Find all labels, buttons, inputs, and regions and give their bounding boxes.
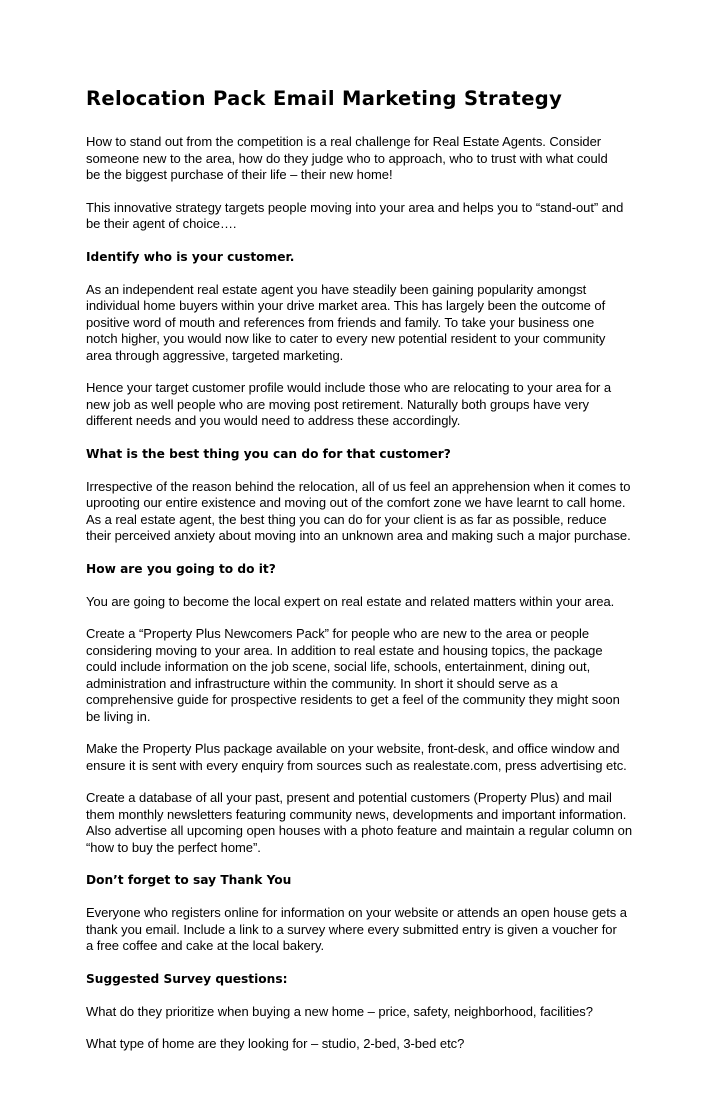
text-line: Everyone who registers online for information on your website or attends an open house gets a <box>86 905 627 920</box>
text-line: administration and infrastructure within the community. In short it should serve as a <box>86 675 558 691</box>
text-line: As an independent real estate agent you have steadily been gaining popularity amongst <box>86 281 587 297</box>
text-line: thank you email. Include a link to a survey where every submitted entry is given a voucher for <box>86 921 617 937</box>
text-line: someone new to the area, how do they judge who to approach, who to trust with what could <box>86 150 608 166</box>
text-line: notch higher, you would now like to cater to every new potential resident to your community <box>86 331 606 346</box>
text-line: Hence your target customer profile would include those who are relocating to your area for a <box>86 380 612 395</box>
text-line: be the biggest purchase of their life – their new home! <box>86 167 393 182</box>
text-line: their perceived anxiety about moving into an unknown area and making such a major purchase. <box>86 528 631 543</box>
text-line: ensure it is sent with every enquiry from sources such as realestate.com, press advertising etc. <box>86 757 627 773</box>
text-line: This innovative strategy targets people moving into your area and helps you to “stand-out” and <box>86 199 624 215</box>
section-paragraph <box>86 282 646 365</box>
text-line: How to stand out from the competition is a real challenge for Real Estate Agents. Consider <box>86 134 602 149</box>
survey-question <box>86 1036 646 1053</box>
section-paragraph <box>86 741 646 774</box>
text-line: could include information on the job scene, social life, schools, entertainment, dining out, <box>86 659 591 674</box>
intro-paragraph <box>86 134 646 184</box>
text-line: Irrespective of the reason behind the relocation, all of us feel an apprehension when it comes to <box>86 478 631 494</box>
text-line: As a real estate agent, the best thing you can do for your client is as far as possible, reduce <box>86 511 607 527</box>
section-paragraph <box>86 790 646 856</box>
section-heading-customer: Identify who is your customer. <box>86 249 295 264</box>
text-line: individual home buyers within your drive market area. This has largely been the outcome of <box>86 298 606 313</box>
section-heading-thank-you: Don’t forget to say Thank You <box>86 873 292 887</box>
text-line: a free coffee and cake at the local bakery. <box>86 938 325 953</box>
text-line: positive word of mouth and references from friends and family. To take your business one <box>86 314 595 330</box>
text-line: comprehensive guide for prospective residents to get a feel of the community they might soon <box>86 692 620 707</box>
text-line: “how to buy the perfect home”. <box>86 839 261 855</box>
text-line: different needs and you would need to address these accordingly. <box>86 413 461 428</box>
text-line: area through aggressive, targeted marketing. <box>86 347 344 363</box>
intro-paragraph-2 <box>86 200 646 233</box>
text-line: What do they prioritize when buying a new home – price, safety, neighborhood, facilities? <box>86 1003 593 1019</box>
section-paragraph <box>86 479 646 545</box>
section-heading-survey: Suggested Survey questions: <box>86 971 288 986</box>
text-line: be their agent of choice…. <box>86 216 237 231</box>
document-page <box>86 86 646 1069</box>
text-line: considering moving to your area. In addition to real estate and housing topics, the package <box>86 642 603 658</box>
document-title: Relocation Pack Email Marketing Strategy <box>86 87 563 110</box>
section-paragraph <box>86 594 646 611</box>
text-line: them monthly newsletters featuring community news, developments and important information. <box>86 806 627 822</box>
text-line: Also advertise all upcoming open houses with a photo feature and maintain a regular column on <box>86 823 633 838</box>
text-line: Create a database of all your past, present and potential customers (Property Plus) and mail <box>86 790 612 805</box>
text-line: be living in. <box>86 708 151 724</box>
text-line: What type of home are they looking for – studio, 2-bed, 3-bed etc? <box>86 1036 465 1051</box>
text-line: uprooting our entire existence and moving out of the comfort zone we have learnt to call home. <box>86 495 626 510</box>
section-paragraph <box>86 905 646 955</box>
section-heading-how: How are you going to do it? <box>86 561 276 576</box>
survey-question <box>86 1004 646 1021</box>
text-line: new job as well people who are moving post retirement. Naturally both groups have very <box>86 396 589 412</box>
text-line: You are going to become the local expert on real estate and related matters within your area. <box>86 593 615 609</box>
section-paragraph <box>86 380 646 430</box>
text-line: Make the Property Plus package available on your website, front-desk, and office window and <box>86 741 620 756</box>
text-line: Create a “Property Plus Newcomers Pack” for people who are new to the area or people <box>86 626 590 641</box>
section-paragraph <box>86 626 646 725</box>
section-heading-best-thing: What is the best thing you can do for that customer? <box>86 446 451 461</box>
